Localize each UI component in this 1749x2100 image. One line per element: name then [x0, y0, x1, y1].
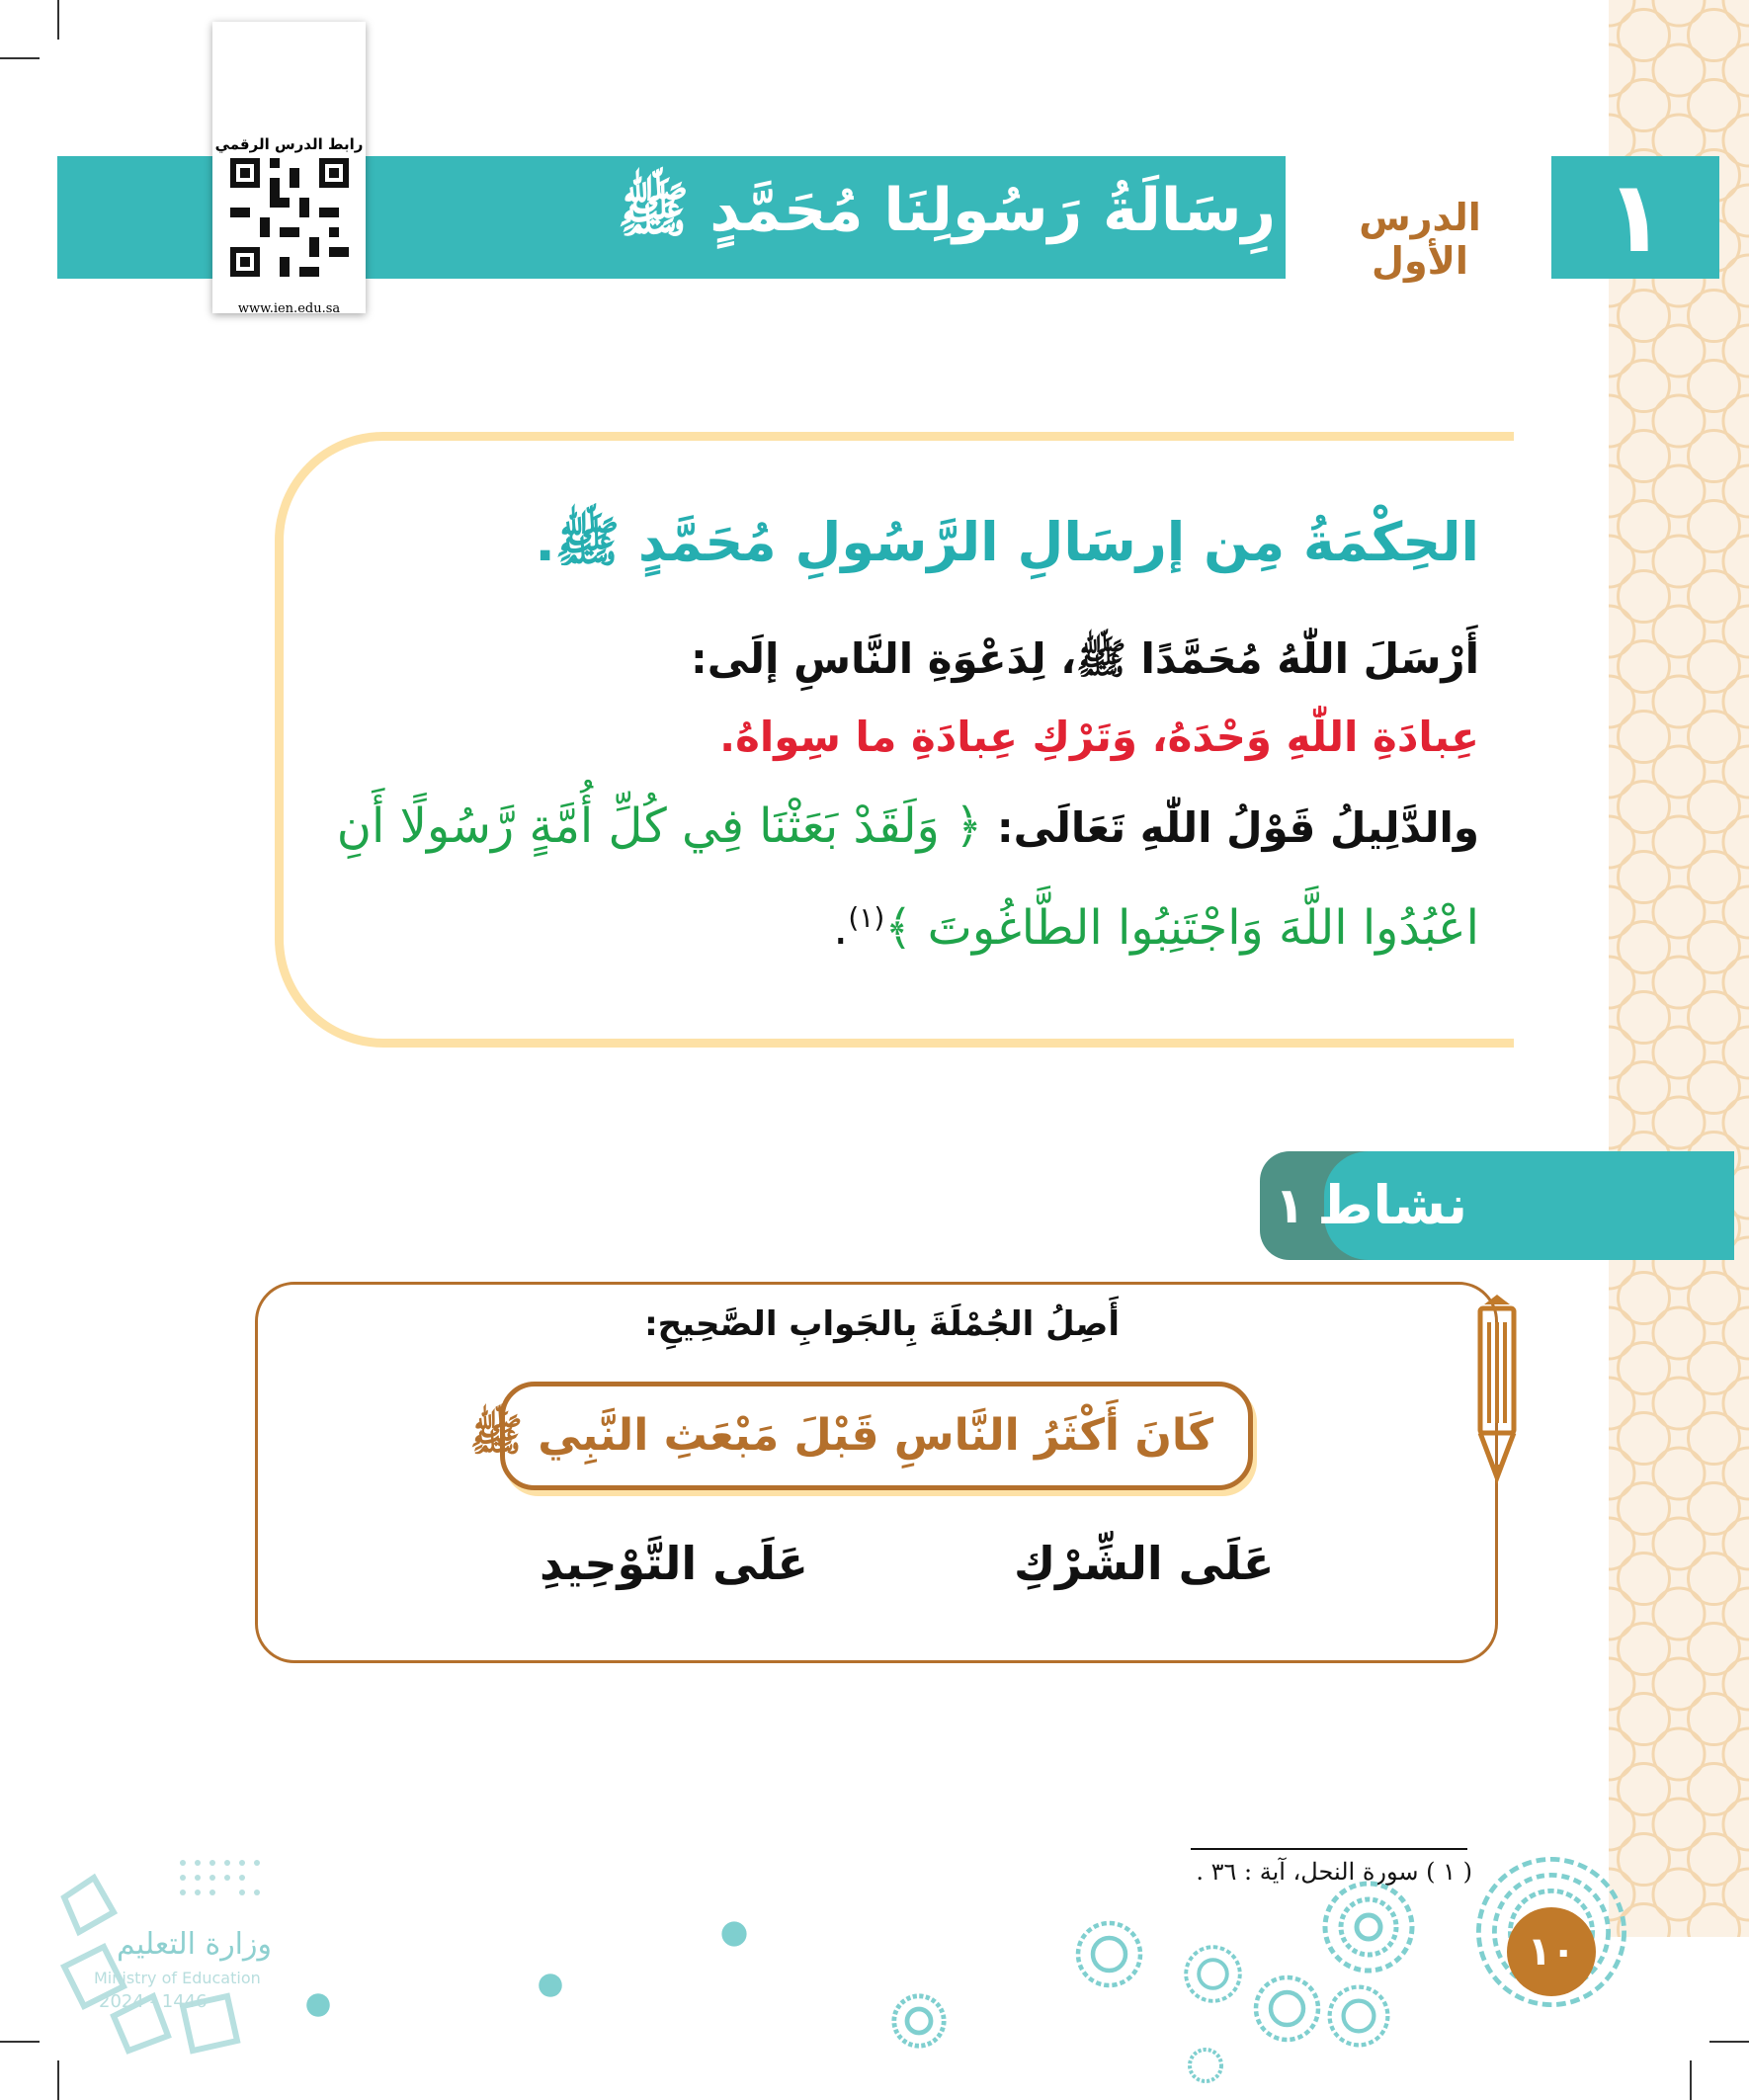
qr-url[interactable]: www.ien.edu.sa: [237, 301, 341, 316]
sentence-box[interactable]: [469, 1382, 1253, 1490]
crop-mark: [0, 57, 40, 59]
crop-mark: [1690, 2060, 1692, 2100]
crop-mark: [0, 2041, 40, 2043]
qr-card[interactable]: [212, 22, 366, 316]
activity-box: [255, 1282, 1498, 1663]
rosette-ornament: [304, 1991, 332, 2019]
activity-label-tab: [1317, 1151, 1734, 1260]
option-tawhid[interactable]: عَلَى التَّوْحِيدِ: [540, 1537, 808, 1590]
ministry-year: 2024 - 1446: [99, 1991, 208, 2012]
activity-number: ١: [1275, 1177, 1305, 1234]
activity-label: نشاط: [1317, 1174, 1467, 1236]
footnote: ( ١ ) سورة النحل، آية : ٣٦ .: [1196, 1858, 1472, 1886]
rosette-ornament: [1072, 1917, 1146, 1991]
qr-title: رابط الدرس الرقمي: [214, 135, 364, 153]
option-shirk[interactable]: عَلَى الشِّرْكِ: [1014, 1537, 1275, 1590]
page-number: ١٠: [1507, 1907, 1596, 1996]
info-line-1: أَرْسَلَ اللّٰهُ مُحَمَّدًا ﷺ، لِدَعْوَةِ النَّاسِ إلَى:: [691, 634, 1479, 683]
verse-part-2: اعْبُدُوا اللَّهَ وَاجْتَنِبُوا الطَّاغُوتَ ﴾: [884, 900, 1479, 956]
evidence-prefix: والدَّلِيلُ قَوْلُ اللّٰهِ تَعَالَى:: [996, 803, 1479, 852]
sentence-text: كَانَ أَكْثَرُ النَّاسِ قَبْلَ مَبْعَثِ النَّبِي ﷺ: [469, 1410, 1213, 1461]
lesson-number: ١: [1551, 156, 1719, 279]
verse-part-1: ﴿ وَلَقَدْ بَعَثْنَا فِي كُلِّ أُمَّةٍ رَّسُولًا أَنِ: [336, 798, 983, 854]
ministry-name-en: Ministry of Education: [94, 1969, 261, 1987]
info-box: [275, 432, 1514, 1048]
rosette-ornament: [1319, 1878, 1418, 1976]
info-line-4: [833, 900, 1479, 956]
crop-mark: [57, 2060, 59, 2100]
info-line-2: عِبادَةِ اللّٰهِ وَحْدَهُ، وَتَرْكِ عِبادَةِ ما سِواهُ.: [719, 713, 1479, 761]
activity-instruction: أَصِلُ الجُمْلَةَ بِالجَوابِ الصَّحِيحِ:: [644, 1304, 1120, 1344]
decorative-side-strip: [1609, 0, 1749, 1937]
footnote-ref: (١): [848, 901, 885, 934]
rosette-ornament: [1250, 1972, 1324, 2046]
ministry-name-ar: وزارة التعليم: [116, 1927, 272, 1962]
info-heading: الحِكْمَةُ مِن إرسَالِ الرَّسُولِ مُحَمَّدٍ ﷺ.: [535, 511, 1479, 573]
rosette-ornament: [1186, 2046, 1225, 2085]
crop-mark: [1709, 2041, 1749, 2043]
footnote-divider: [1191, 1848, 1467, 1850]
crop-mark: [57, 0, 59, 40]
rosette-ornament: [1181, 1942, 1245, 2006]
rosette-ornament: [1324, 1981, 1393, 2051]
lesson-label: الدرس الأول: [1359, 196, 1481, 283]
info-line-3: [337, 798, 1479, 854]
lesson-title: رِسَالَةُ رَسُولِنَا مُحَمَّدٍ ﷺ: [617, 176, 1276, 245]
qr-code-icon[interactable]: [230, 158, 349, 296]
pencil-icon: [1472, 1295, 1522, 1492]
rosette-ornament: [719, 1919, 749, 1949]
rosette-ornament: [537, 1972, 564, 1999]
end-dot: .: [833, 900, 849, 956]
rosette-ornament: [889, 1991, 949, 2051]
